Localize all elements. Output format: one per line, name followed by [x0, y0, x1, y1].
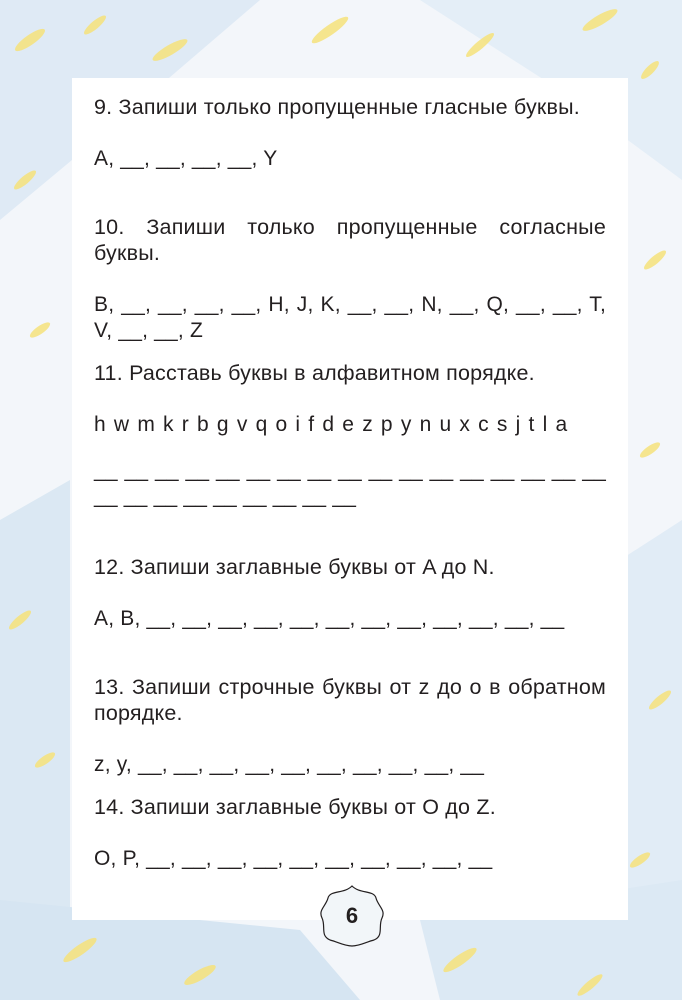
- task-14: [94, 794, 606, 872]
- task-13: [94, 674, 606, 778]
- page-number-badge: [316, 884, 388, 948]
- task-9: [94, 94, 606, 172]
- content-panel: [72, 78, 628, 920]
- task-instruction: 14. Запиши заглавные буквы от O до Z.: [94, 795, 496, 819]
- task-instruction: 9. Запиши только пропущенные гласные буквы.: [94, 95, 580, 119]
- task-12: [94, 554, 606, 632]
- answer-line: O, P, __, __, __, __, __, __, __, __, __, __: [94, 847, 493, 870]
- answer-line: A, __, __, __, __, Y: [94, 147, 278, 170]
- blank-lines: __ __ __ __ __ __ __ __ __ __ __ __ __ __ __ __ __ __ __ __ __ __ __ __ __ __: [94, 459, 606, 508]
- answer-line: z, y, __, __, __, __, __, __, __, __, __, __: [94, 753, 485, 776]
- answer-line: B, __, __, __, __, H, J, K, __, __, N, __, Q, __, __, T, V, __, __, Z: [94, 293, 606, 342]
- task-instruction: 10. Запиши только пропущенные согласные буквы.: [94, 215, 606, 265]
- answer-line: A, B, __, __, __, __, __, __, __, __, __, __, __, __: [94, 607, 565, 630]
- page-number: 6: [345, 903, 359, 928]
- task-11: [94, 360, 606, 510]
- letters-to-sort: h w m k r b g v q o i f d e z p y n u x c s j t l a: [94, 413, 568, 436]
- task-10: [94, 214, 606, 344]
- task-instruction: 11. Расставь буквы в алфавитном порядке.: [94, 361, 535, 385]
- task-instruction: 12. Запиши заглавные буквы от A до N.: [94, 555, 495, 579]
- task-instruction: 13. Запиши строчные буквы от z до o в обратном порядке.: [94, 675, 606, 725]
